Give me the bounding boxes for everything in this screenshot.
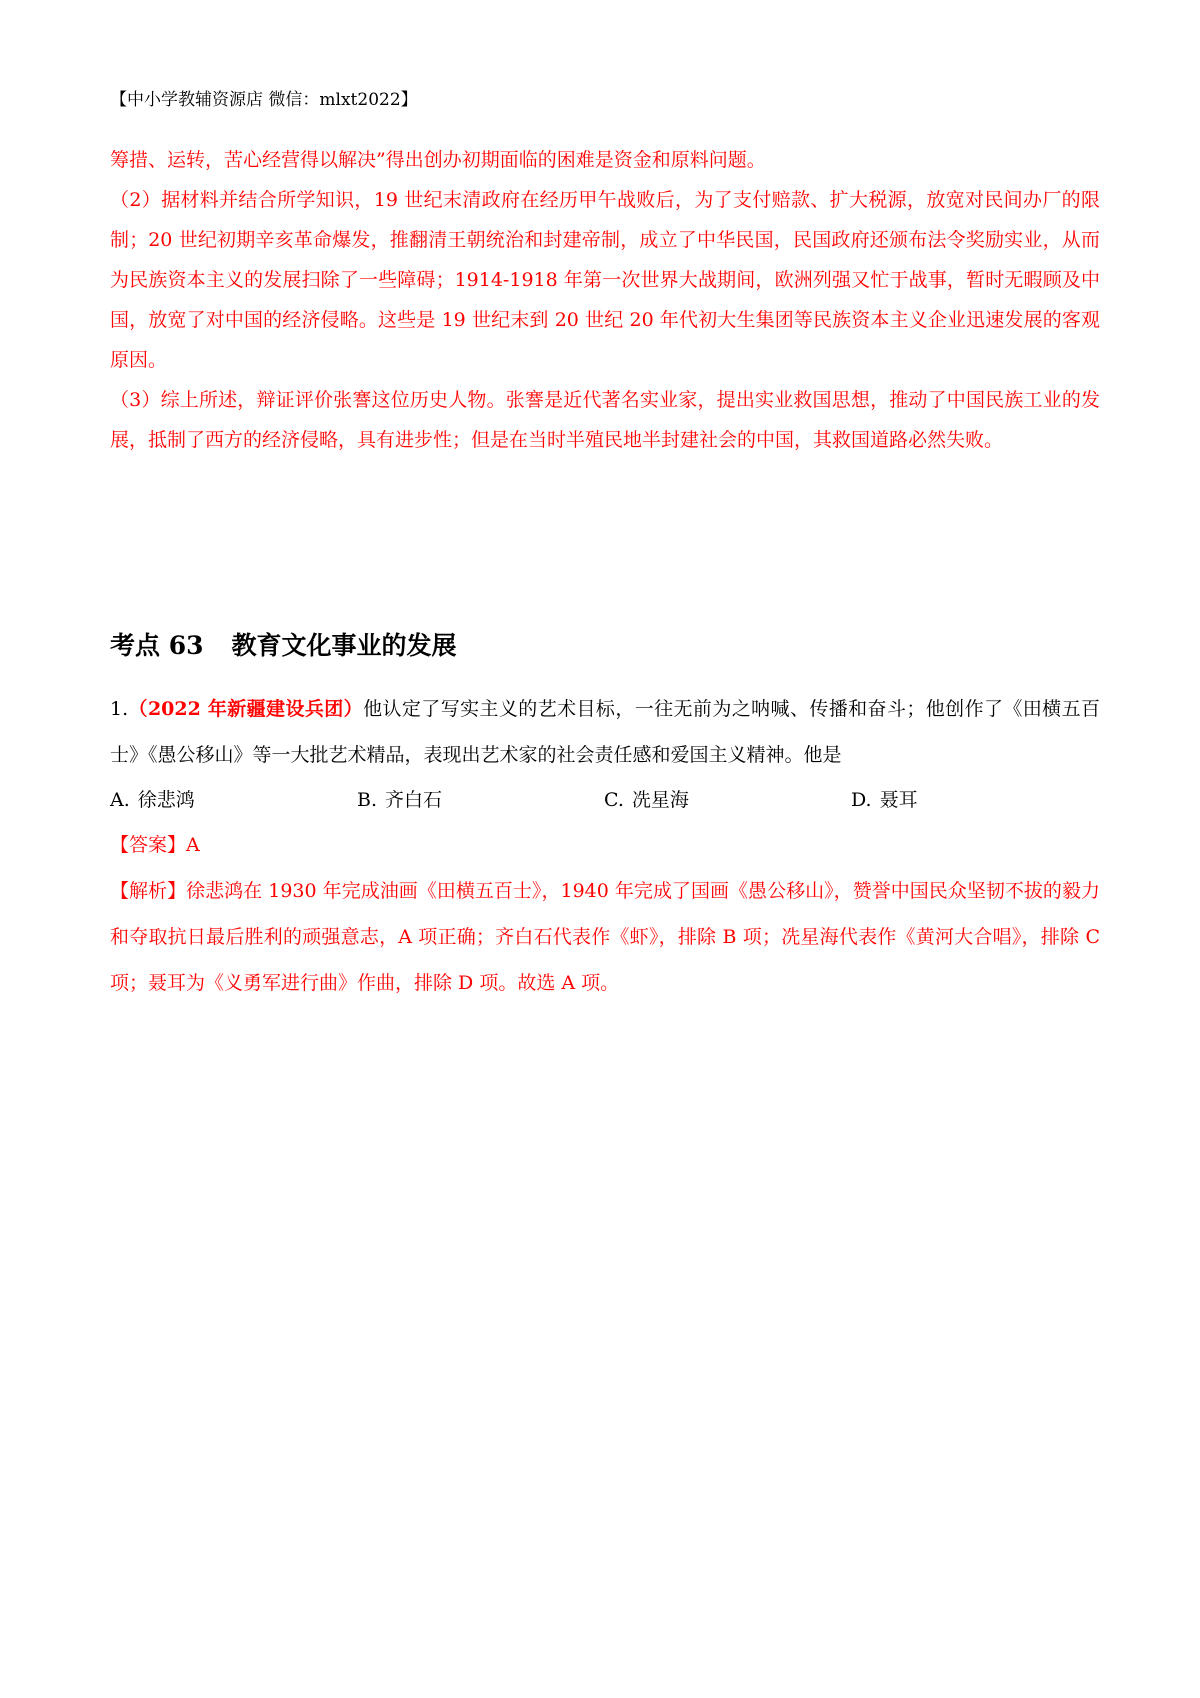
option-d-letter: D. <box>851 789 872 811</box>
answer-options <box>110 777 1100 823</box>
previous-answer-continuation: 筹措、运转，苦心经营得以解决”得出创办初期面临的困难是资金和原料问题。 <box>110 149 766 171</box>
previous-answer-block <box>110 140 1100 460</box>
option-b-text: 齐白石 <box>385 789 443 811</box>
question-stem: 他认定了写实主义的艺术目标，一往无前为之呐喊、传播和奋斗；他创作了《田横五百士》《愚公移山》等一大批艺术精品，表现出艺术家的社会责任感和爱国主义精神。他是 <box>110 698 1100 766</box>
section-heading <box>110 628 457 664</box>
previous-answer-part-3: （3）综上所述，辩证评价张謇这位历史人物。张謇是近代著名实业家，提出实业救国思想，推动了中国民族工业的发展，抵制了西方的经济侵略，具有进步性；但是在当时半殖民地半封建社会的中国，其救国道路必然失败。 <box>110 389 1100 451</box>
option-d-text: 聂耳 <box>879 789 918 811</box>
header-watermark-note: 【中小学教辅资源店 微信：mlxt2022】 <box>110 90 418 110</box>
option-a-text: 徐悲鸿 <box>137 789 195 811</box>
section-title: 教育文化事业的发展 <box>231 631 457 660</box>
option-c-text: 冼星海 <box>631 789 689 811</box>
previous-answer-part-2: （2）据材料并结合所学知识，19 世纪末清政府在经历甲午战败后，为了支付赔款、扩大税源，放宽对民间办厂的限制；20 世纪初期辛亥革命爆发，推翻清王朝统治和封建帝制，成立了中华民国，民国政府还颁布法令奖励实业，从而为民族资本主义的发展扫除了一些障碍；1914-1918 年第一次世界大战期间，欧洲列强又忙于战事，暂时无暇顾及中国，放宽了对中国的经济侵略。这些是 19 世纪末到 20 世纪 20 年代初大生集团等民族资本主义企业迅速发展的客观原因。 <box>110 189 1100 371</box>
option-a-letter: A. <box>110 789 130 811</box>
analysis-paragraph: 【解析】徐悲鸿在 1930 年完成油画《田横五百士》，1940 年完成了国画《愚公移山》，赞誉中国民众坚韧不拔的毅力和夺取抗日最后胜利的顽强意志，A 项正确；齐白石代表作《虾》，排除 B 项；冼星海代表作《黄河大合唱》，排除 C 项；聂耳为《义勇军进行曲》作曲，排除 D 项。故选 A 项。 <box>110 880 1100 994</box>
option-a <box>110 777 357 823</box>
option-d <box>851 777 1098 823</box>
section-number: 考点 63 <box>110 631 204 660</box>
option-b <box>357 777 604 823</box>
question-source: （2022 年新疆建设兵团） <box>128 698 364 720</box>
answer-line: 【答案】A <box>110 834 200 856</box>
option-c-letter: C. <box>604 789 624 811</box>
option-c <box>604 777 851 823</box>
question-1 <box>110 686 1100 778</box>
option-b-letter: B. <box>357 789 378 811</box>
question-number: 1. <box>110 698 129 720</box>
